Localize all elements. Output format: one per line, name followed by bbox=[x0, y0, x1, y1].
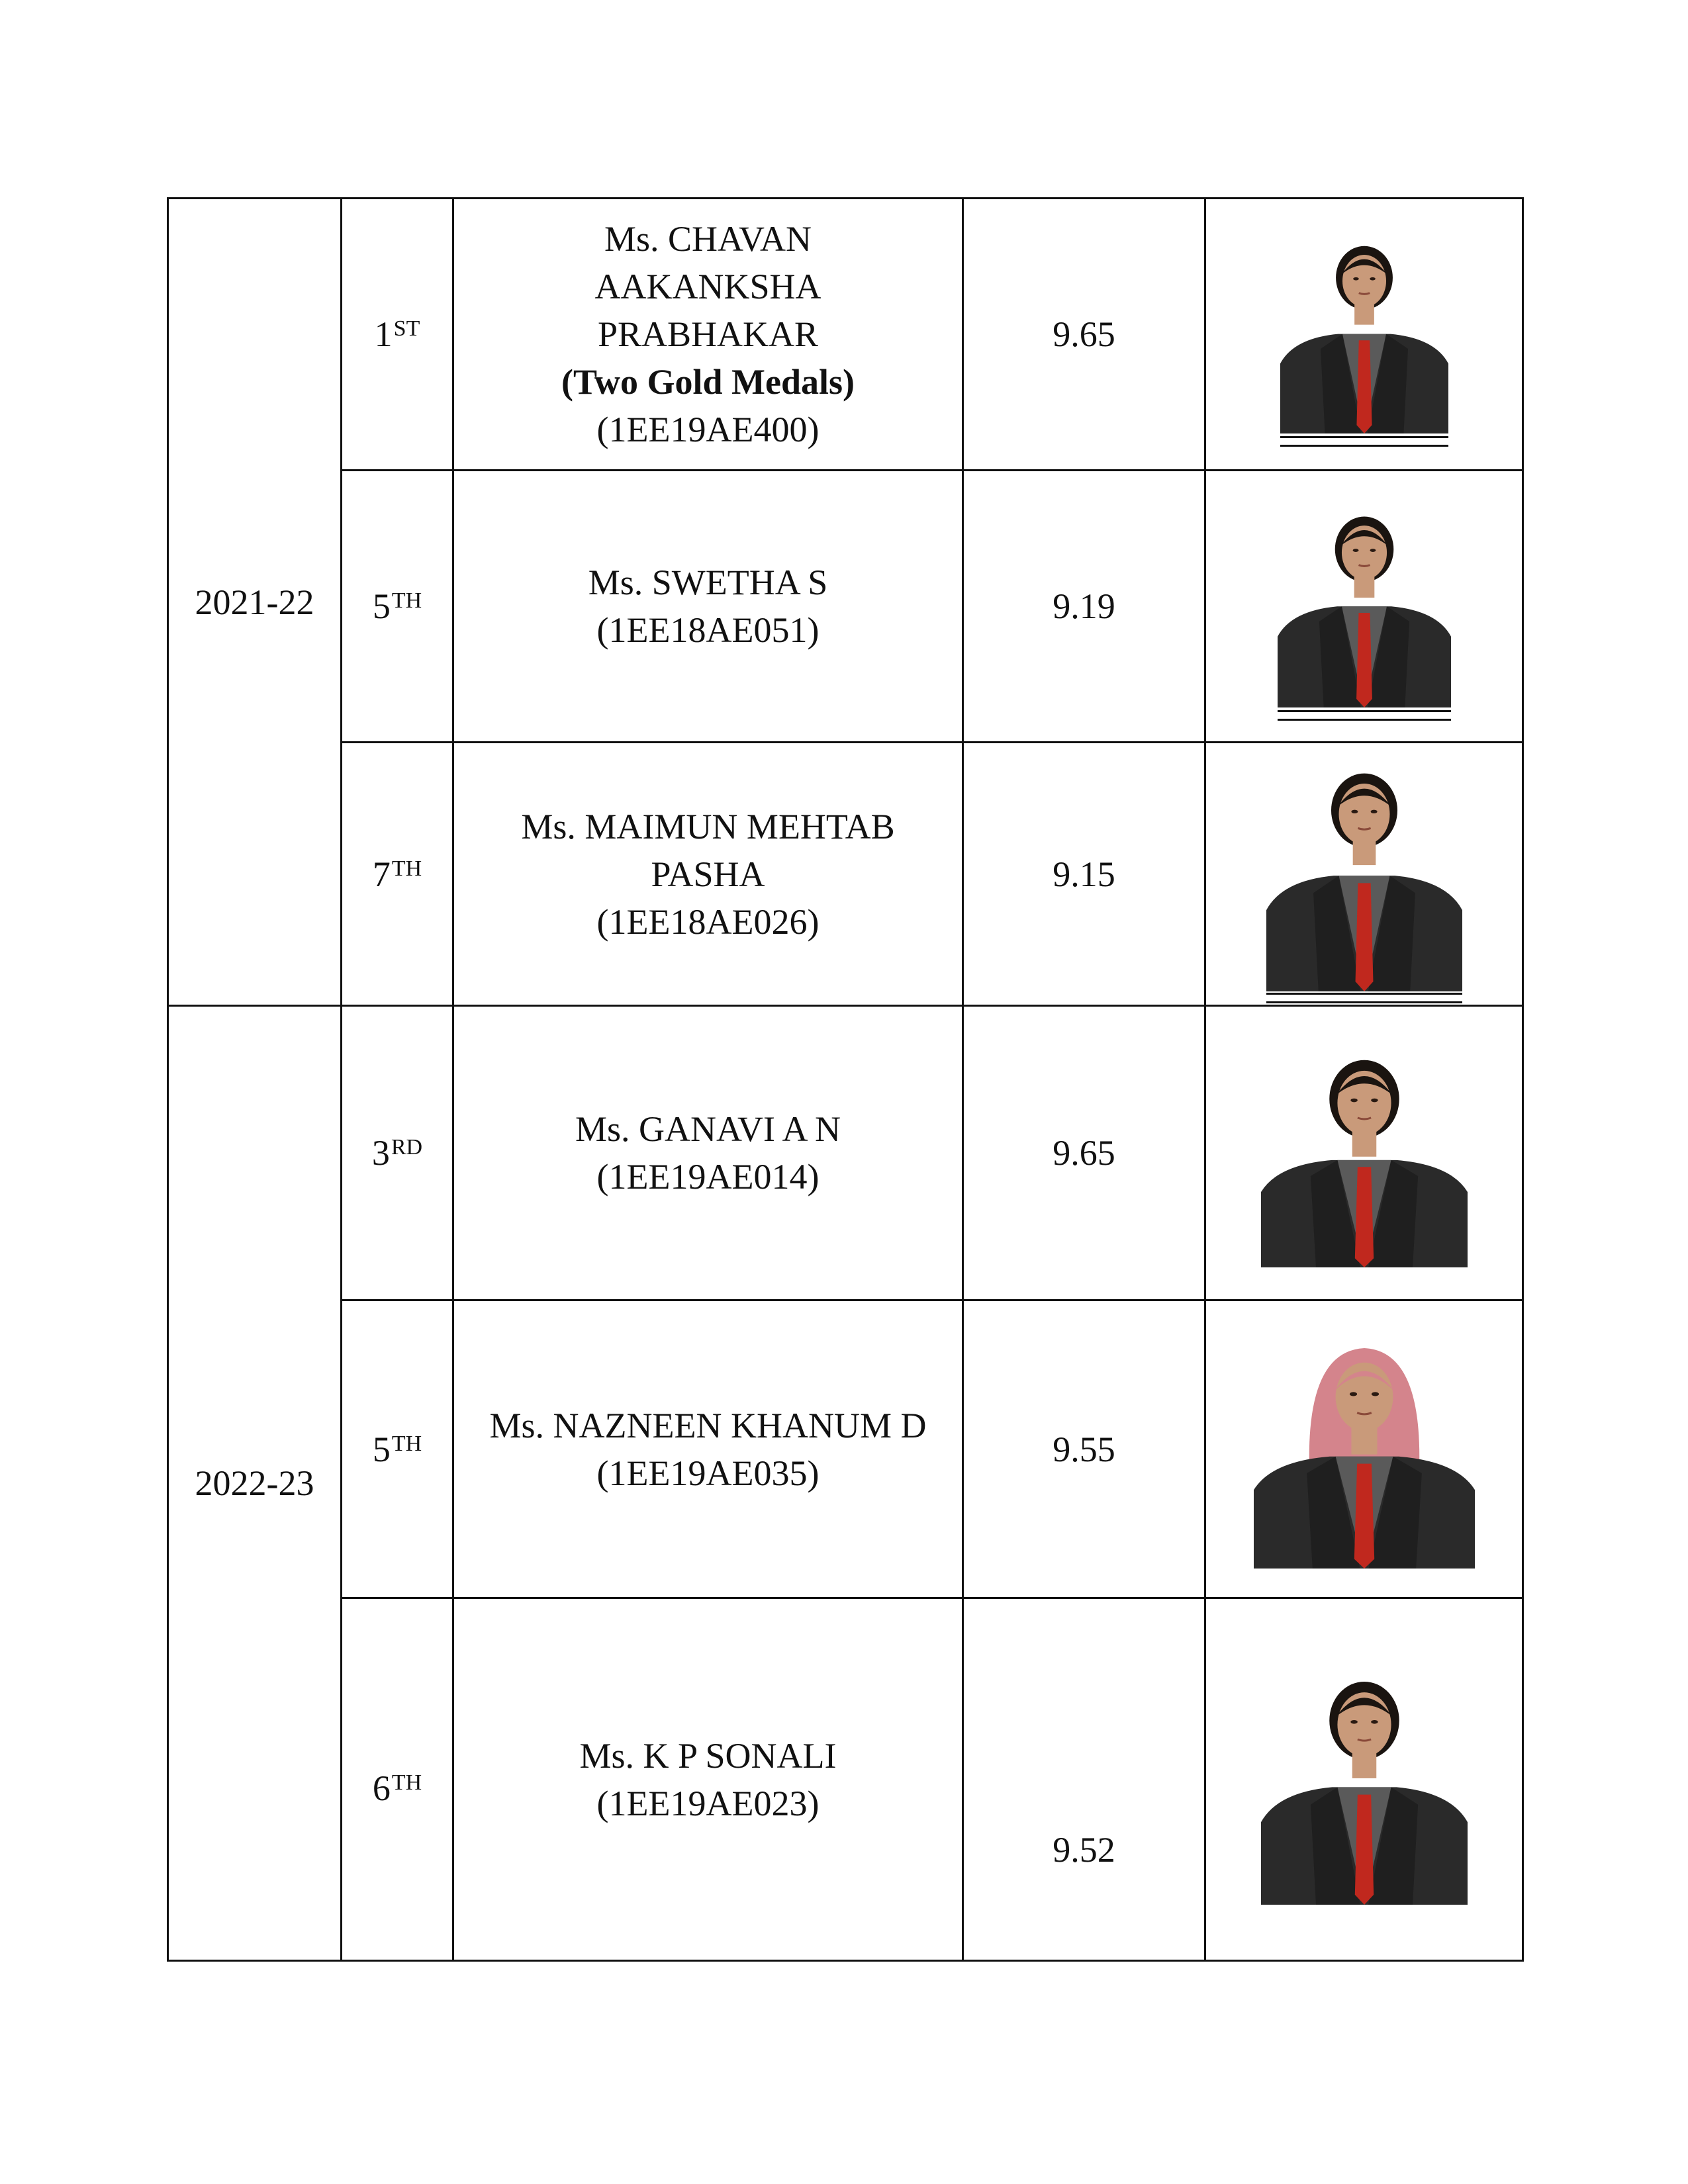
academic-year-cell bbox=[168, 199, 342, 1006]
student-name-line: Ms. CHAVAN bbox=[604, 219, 812, 259]
student-name-line: AAKANKSHA bbox=[594, 267, 821, 306]
student-usn: (1EE19AE035) bbox=[596, 1453, 820, 1493]
student-usn: (1EE19AE023) bbox=[596, 1783, 820, 1823]
student-photo-icon bbox=[1261, 1039, 1468, 1267]
student-name-line: Ms. SWETHA S bbox=[588, 563, 828, 602]
photo-underline bbox=[1278, 710, 1451, 721]
student-photo-icon bbox=[1278, 492, 1451, 707]
rank-cell bbox=[342, 1006, 453, 1300]
cgpa-value: 9.15 bbox=[1053, 854, 1115, 894]
rank-cell bbox=[342, 199, 453, 471]
table-row bbox=[168, 1598, 1523, 1961]
rank-number: 3 bbox=[371, 1133, 390, 1173]
table-row bbox=[168, 1300, 1523, 1598]
cgpa-value: 9.52 bbox=[1053, 1830, 1115, 1870]
table-row bbox=[168, 471, 1523, 743]
rank-cell bbox=[342, 471, 453, 743]
rank-suffix: TH bbox=[391, 1431, 422, 1456]
student-name-cell bbox=[453, 1300, 963, 1598]
academic-year: 2021-22 bbox=[195, 582, 314, 622]
cgpa-value: 9.65 bbox=[1053, 314, 1115, 354]
table-row bbox=[168, 1006, 1523, 1300]
cgpa-value: 9.65 bbox=[1053, 1133, 1115, 1173]
student-usn: (1EE19AE014) bbox=[596, 1157, 820, 1197]
table-row bbox=[168, 743, 1523, 1006]
photo-cell bbox=[1205, 199, 1523, 471]
cgpa-cell bbox=[963, 471, 1205, 743]
student-name-line: PRABHAKAR bbox=[597, 314, 819, 354]
student-name-line: PASHA bbox=[651, 854, 765, 894]
rank-number: 5 bbox=[372, 586, 391, 626]
medal-note: (Two Gold Medals) bbox=[561, 362, 855, 402]
rank-number: 7 bbox=[372, 854, 391, 894]
cgpa-cell bbox=[963, 1300, 1205, 1598]
student-name-cell bbox=[453, 1006, 963, 1300]
rank-suffix: TH bbox=[391, 588, 422, 613]
cgpa-cell bbox=[963, 199, 1205, 471]
student-name-cell bbox=[453, 471, 963, 743]
academic-year-cell bbox=[168, 1006, 342, 1961]
rank-number: 5 bbox=[372, 1429, 391, 1469]
cgpa-cell bbox=[963, 1006, 1205, 1300]
photo-cell bbox=[1205, 743, 1523, 1006]
rank-holders-table bbox=[167, 197, 1524, 1962]
student-photo-icon bbox=[1261, 1655, 1468, 1905]
cgpa-cell bbox=[963, 743, 1205, 1006]
student-photo-hijab-icon bbox=[1254, 1330, 1475, 1569]
student-usn: (1EE18AE051) bbox=[596, 610, 820, 650]
student-name-cell bbox=[453, 1598, 963, 1961]
photo-cell bbox=[1205, 1300, 1523, 1598]
rank-cell bbox=[342, 1300, 453, 1598]
rank-suffix: TH bbox=[391, 856, 422, 881]
rank-cell bbox=[342, 743, 453, 1006]
student-name-line: Ms. NAZNEEN KHANUM D bbox=[489, 1405, 927, 1445]
rank-suffix: RD bbox=[391, 1135, 423, 1160]
photo-cell bbox=[1205, 1006, 1523, 1300]
student-photo-icon bbox=[1280, 222, 1448, 433]
photo-cell bbox=[1205, 1598, 1523, 1961]
student-usn: (1EE18AE026) bbox=[596, 901, 820, 942]
student-name-cell bbox=[453, 199, 963, 471]
student-name-line: Ms. GANAVI A N bbox=[575, 1109, 841, 1149]
rank-suffix: TH bbox=[391, 1770, 422, 1795]
student-photo-icon bbox=[1266, 745, 1462, 991]
rank-suffix: ST bbox=[393, 316, 420, 341]
student-name-line: Ms. K P SONALI bbox=[579, 1735, 837, 1776]
cgpa-cell bbox=[963, 1598, 1205, 1961]
student-name-cell bbox=[453, 743, 963, 1006]
rank-number: 6 bbox=[372, 1768, 391, 1808]
photo-underline bbox=[1266, 993, 1462, 1003]
student-name-line: Ms. MAIMUN MEHTAB bbox=[521, 806, 895, 846]
photo-underline bbox=[1280, 436, 1448, 447]
cgpa-value: 9.19 bbox=[1053, 586, 1115, 626]
photo-cell bbox=[1205, 471, 1523, 743]
academic-year: 2022-23 bbox=[195, 1463, 314, 1503]
rank-number: 1 bbox=[374, 314, 393, 354]
table-row bbox=[168, 199, 1523, 471]
rank-cell bbox=[342, 1598, 453, 1961]
cgpa-value: 9.55 bbox=[1053, 1429, 1115, 1469]
student-usn: (1EE19AE400) bbox=[596, 410, 820, 449]
